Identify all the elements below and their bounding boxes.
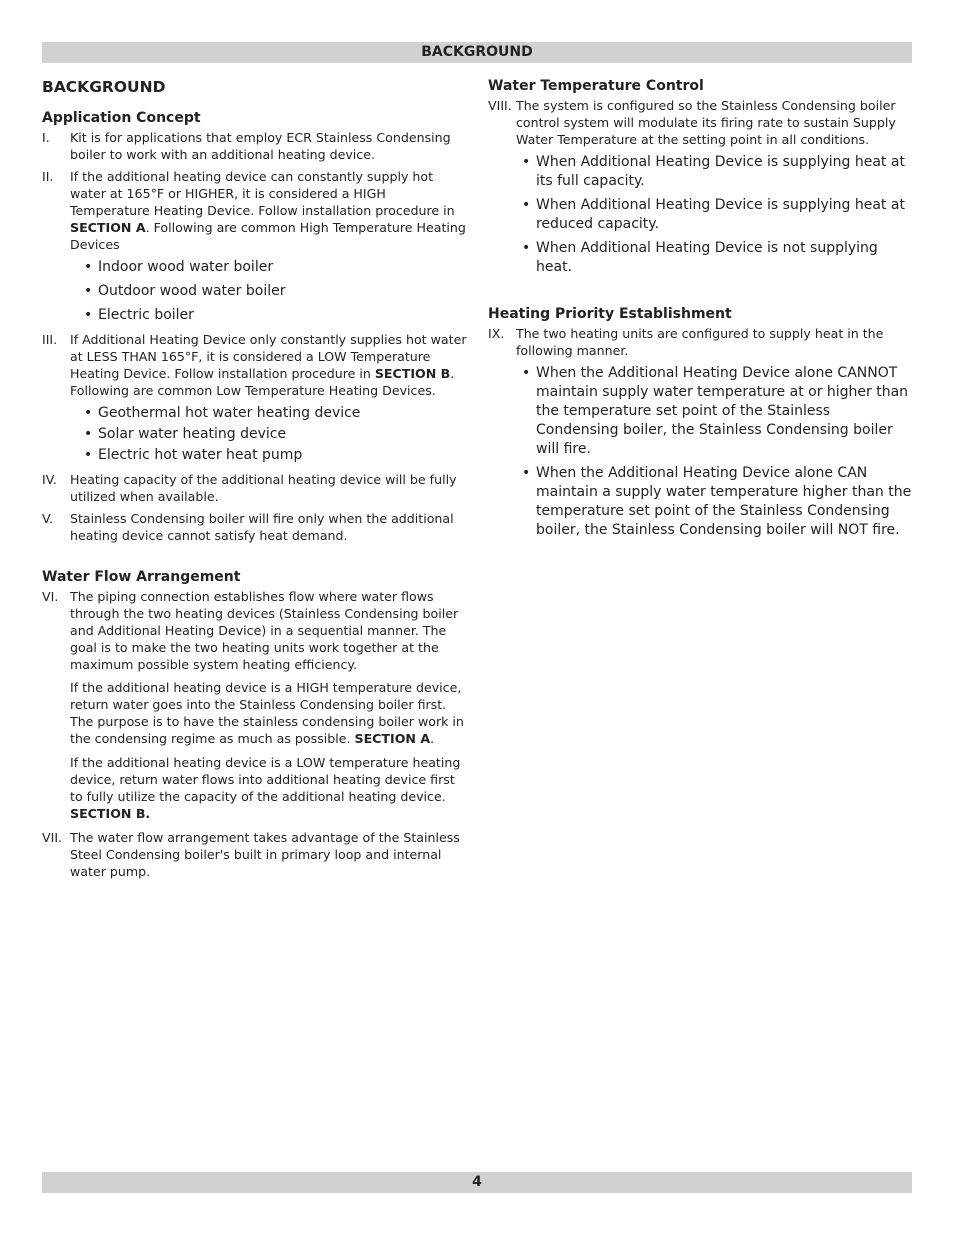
header-bar	[42, 42, 912, 63]
footer-bar	[42, 1172, 912, 1193]
paragraph-text: If the additional heating device is a LOW temperature heating device, return water flows into additional heating device first to fully utilize the capacity of the additional heating device.	[70, 755, 461, 804]
item-v	[42, 510, 467, 544]
item-number: III.	[42, 332, 58, 347]
item-viii	[488, 97, 912, 148]
item-number: IV.	[42, 472, 57, 487]
section-a-ref: SECTION A	[354, 731, 431, 746]
item-vi	[42, 588, 467, 673]
item-text: Stainless Condensing boiler will fire only when the additional heating device cannot satisfy heat demand.	[70, 511, 454, 543]
item-vii	[42, 829, 467, 880]
list-item: • Electric boiler	[84, 306, 467, 325]
priority-condition-list	[488, 364, 912, 540]
item-number: II.	[42, 169, 54, 184]
temperature-condition-list	[488, 153, 912, 277]
water-temperature-heading: Water Temperature Control	[488, 78, 704, 94]
item-number: I.	[42, 130, 50, 145]
list-item: • Geothermal hot water heating device	[84, 404, 467, 423]
item-iii	[42, 331, 467, 399]
section-b-ref: SECTION B.	[70, 806, 151, 821]
paragraph-text-end: .	[430, 731, 435, 746]
item-number: V.	[42, 511, 53, 526]
list-item: • Solar water heating device	[84, 425, 467, 444]
item-text: The piping connection establishes flow where water flows through the two heating devices (Stainless Condensing boiler and Additional Heating Device) in a sequential manner. The goal is to make the two heating units work together at the maximum possible system heating efficiency.	[70, 589, 459, 672]
item-text: The system is configured so the Stainless Condensing boiler control system will modulate its firing rate to sustain Supply Water Temperature at the setting point in all conditions.	[516, 98, 896, 147]
item-iv	[42, 471, 467, 505]
paragraph-text: If the additional heating device is a HIGH temperature device, return water goes into the Stainless Condensing boiler first. The purpose is to have the stainless condensing boiler work in the condensing regime as much as possible.	[70, 680, 464, 746]
item-number: VI.	[42, 589, 59, 604]
list-item: • When Additional Heating Device is supplying heat at its full capacity.	[522, 153, 912, 191]
list-item: • When Additional Heating Device is not supplying heat.	[522, 239, 912, 277]
item-ix	[488, 325, 912, 359]
page-number: 4	[472, 1174, 482, 1190]
list-item: • Outdoor wood water boiler	[84, 282, 467, 301]
item-text-end: . Following are common High Temperature Heating Devices	[70, 220, 466, 252]
item-text: The water flow arrangement takes advantage of the Stainless Steel Condensing boiler's built in primary loop and internal water pump.	[70, 830, 460, 879]
right-column	[488, 78, 912, 546]
item-text-end: . Following are common Low Temperature Heating Devices.	[70, 366, 455, 398]
list-item: • Indoor wood water boiler	[84, 258, 467, 277]
item-text: Kit is for applications that employ ECR Stainless Condensing boiler to work with an additional heating device.	[70, 130, 451, 162]
low-temp-flow-paragraph	[42, 754, 467, 822]
item-text: The two heating units are configured to supply heat in the following manner.	[516, 326, 884, 358]
item-number: IX.	[488, 326, 505, 341]
section-b-ref: SECTION B	[374, 366, 451, 381]
high-temp-flow-paragraph	[42, 679, 467, 747]
list-item: • Electric hot water heat pump	[84, 446, 467, 465]
application-concept-heading: Application Concept	[42, 110, 201, 126]
item-text: Heating capacity of the additional heating device will be fully utilized when available.	[70, 472, 457, 504]
left-column	[42, 78, 467, 885]
heating-priority-heading: Heating Priority Establishment	[488, 306, 732, 322]
item-number: VIII.	[488, 98, 512, 113]
item-ii	[42, 168, 467, 253]
water-flow-heading: Water Flow Arrangement	[42, 569, 241, 585]
list-item: • When the Additional Heating Device alone CAN maintain a supply water temperature higher than the temperature set point of the Stainless Condensing boiler, the Stainless Condensing boiler will NOT fire.	[522, 464, 912, 540]
list-item: • When the Additional Heating Device alone CANNOT maintain supply water temperature at or higher than the temperature set point of the Stainless Condensing boiler, the Stainless Condensing boiler will fire.	[522, 364, 912, 459]
high-temp-device-list	[42, 258, 467, 325]
section-a-ref: SECTION A	[70, 220, 146, 235]
low-temp-device-list	[42, 404, 467, 465]
item-text: If the additional heating device can constantly supply hot water at 165°F or HIGHER, it is considered a HIGH Temperature Heating Device. Follow installation procedure in	[70, 169, 455, 218]
list-item: • When Additional Heating Device is supplying heat at reduced capacity.	[522, 196, 912, 234]
header-title: BACKGROUND	[421, 44, 533, 60]
item-text: If Additional Heating Device only constantly supplies hot water at LESS THAN 165°F, it is considered a LOW Temperature Heating Device. Follow installation procedure in	[70, 332, 467, 381]
item-i	[42, 129, 467, 163]
item-number: VII.	[42, 830, 63, 845]
section-title: BACKGROUND	[42, 78, 166, 96]
